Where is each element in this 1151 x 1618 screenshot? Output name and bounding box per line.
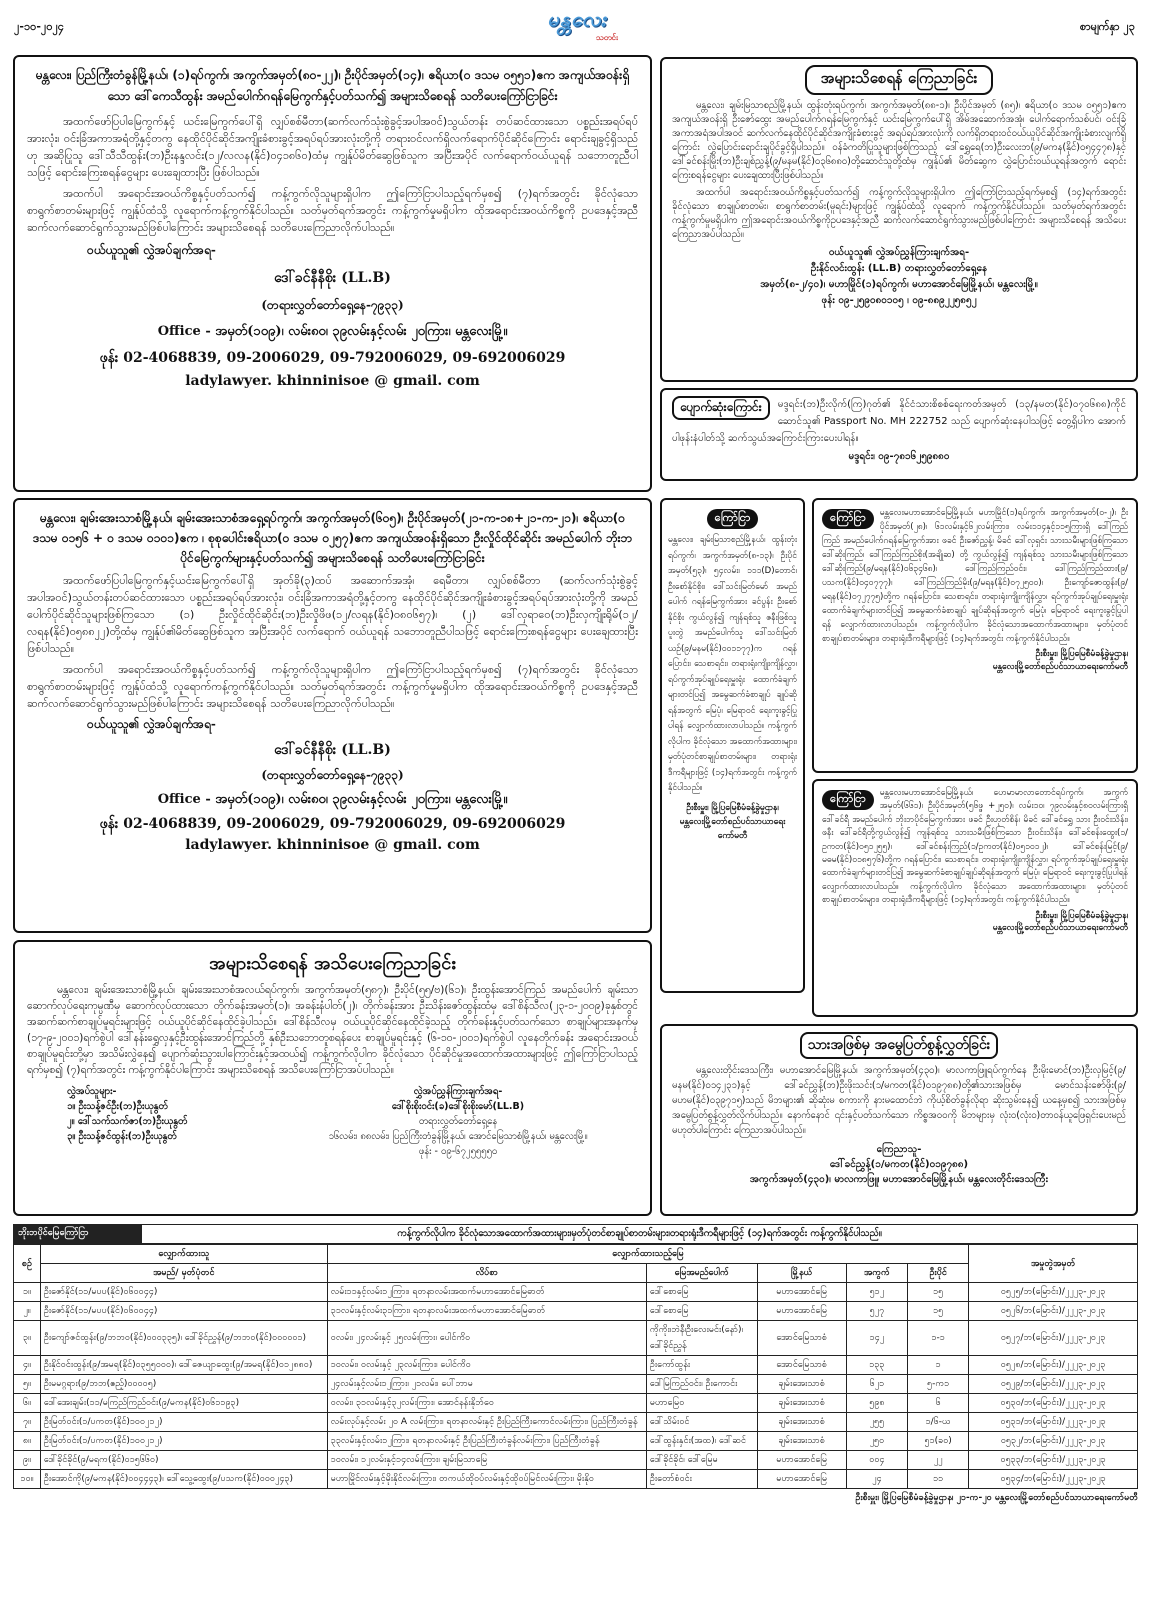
signature-label: ဝယ်ယူသူ၏ လွှဲအပ်ချက်အရ-: [87, 717, 216, 731]
cell-applicant: ဦးမမဂ္ဂရား(၉/ဘဘ(ဧည့်)၀၀၀၀၅): [40, 1375, 327, 1394]
cell-plot-number: ၂၅၅: [846, 1413, 907, 1432]
table-row: [14, 1302, 1138, 1321]
cell-upai-number: ၁၅: [908, 1302, 969, 1321]
col-header: လိပ်စာ: [327, 1264, 646, 1283]
cell-plot-number: ၁၄၂: [846, 1321, 907, 1356]
lawyer-phone: ဖုန်း 02-4068839, 09-2006029, 09-792006029, 09-692006029: [99, 816, 566, 832]
table-row: [14, 1413, 1138, 1432]
cell-address: လမ်း၁၁နှင့်လမ်း၁၂ကြား၊ ရတနာလမ်းအထက်မဟာအောင်မြေဓာတ်: [327, 1283, 646, 1302]
cell-land-owner: ဒေါ်မြကြည်ဝင်း၊ ဦးကောင်း: [646, 1375, 757, 1394]
cell-plot-number: ၅၁၂: [846, 1283, 907, 1302]
cell-upai-number: ၁၁: [908, 1470, 969, 1489]
cell-plot-number: ၅၉၈: [846, 1394, 907, 1413]
lawyer-title: တရားလွှတ်တော်ရှေ့နေ: [418, 1116, 498, 1127]
notice-lost-passport: [660, 388, 1138, 481]
cell-township: အောင်မြေသာစံ: [757, 1356, 846, 1375]
cell-land-owner: မဟာမြေဝ: [646, 1394, 757, 1413]
table-row: [14, 1283, 1138, 1302]
lost-tag: ပျောက်ဆုံးကြောင်း: [672, 396, 770, 420]
ad-footer: မန္တလေးမြို့တော်စည်ပင်သာယာရေးကော်မတီ: [992, 922, 1128, 933]
table-row: [14, 1432, 1138, 1451]
cell-applicant: ဦးနိုင်ဝင်းထွန်း(၉/အမရ(နိုင်)၀၃၅၅၀၀၀)၊ ဒေါ်ဇေယျာထွေး(၉/အမရ(နိုင်)၀၁၂၈၈၀): [40, 1356, 327, 1375]
table-banner-text: ကန့်ကွက်လိုပါက ခိုင်လုံသောအထောက်အထားများ၊မှတ်ပုံတင်စာချုပ်စာတမ်းများ၊တရားရုံးဒီကရီများဖြင့် (၁၄)ရက်အတွင်း ကန့်ကွက်နိုင်ပါသည်။: [397, 1228, 882, 1239]
logo-subtext: သတင်း: [596, 33, 618, 42]
cell-plot-number: ၁၃၃: [846, 1356, 907, 1375]
notice-title: အများသိစေရန် အသိပေးကြေညာခြင်း: [209, 953, 456, 974]
col-header: လျှောက်ထားသူ: [40, 1245, 327, 1264]
cell-upai-number: ၁-၁: [908, 1321, 969, 1356]
cell-case-number: ၀၅၂၈/ဘ(မြောင်း)/၂၂၂၃-၂၀၂၃: [969, 1356, 1138, 1375]
ad-body: မန္တလေးမဟာအောင်မြေမြို့နယ်၊ မဟာမြိုင်(၁)ရပ်ကွက်၊ အကွက်အမှတ်(၀-၂)၊ ဦးပိုင်အမှတ်(၂၈)၊ ၆၁လမ်းနှင့်၆၂လမ်းကြား၊ လမ်း၁၁၄နှင့်၁၁၅ကြားရှိ ဒေါ်ကြည်ကြည် အမည်ပေါက်ဂရန်မြေကွက်အား ဖခင် ဦးဇော်ညွှန့်၊ မိခင် ဒေါ်လှရှင်း သားသမီးများဖြစ်ကြသော ဒေါ်ဆိုးကြည်၊ ဒေါ်ကြည်ကြည်စိုး(အချိုဆ) တို့ ကွယ်လွန်၍ ကျန်ရစ်သူ သားသမီးများဖြစ်ကြသော ဒေါ်ဆိုးကြည်(၉/မရန(နိုင်)၀၆၃၄၆၈)၊ ဒေါ်ကြည်ကြည်ဝင်း၊ ဒေါ်ကြည်ကြည်ထား(၉/ပသက(နိုင်)၀၄၀၇၇၇)၊ ဒေါ်ကြည်ကြည်မိုး(၉/မရန(နိုင်)၀၇၂၅၀၀)၊ ဦးကျော်ဇောထွန်း(၉/မရန(နိုင်)၀၇၂၇၇၅)တို့က ဂရန်ပြောင်း၊ သေစာရင်း၊ တရားရုံးကျိုးကျိန်လွှာ၊ ရပ်ကွက်အုပ်ချုပ်ရေးမှူးရုံး ထောက်ခံချက်များတင်ပြ၍ အမွေဆက်ခံစာချုပ် ချုပ်ဆိုရန်အတွက် မြေပုံ၊ မြေရာဝင် ရေးကူးခွင့်ပြုပါရန် လျှောက်ထားလာပါသည်။ ကန့်ကွက်လိုပါက ခိုင်လုံသောအထောက်အထားများ၊ မှတ်ပုံတင်စာချုပ်စာတမ်းများ၊ တရားရုံးဒီကရီများဖြင့် (၁၄)ရက်အတွင်း ကန့်ကွက်နိုင်ပါသည်။: [822, 508, 1128, 644]
cell-upai-number: ၁: [908, 1356, 969, 1375]
cell-address: ၂၄လမ်းနှင့်လမ်း၁၂ကြား၊ ၂၁လမ်း၊ ပေါ်ဘာမ: [327, 1375, 646, 1394]
cell-case-number: ၀၅၃၄/ဘ(မြောင်း)/၂၂၂၃-၂၀၂၃: [969, 1470, 1138, 1489]
col-header: မြေအမည်ပေါက်: [646, 1264, 757, 1283]
cell-township: မဟာအောင်မြေ: [757, 1302, 846, 1321]
cell-case-number: ၀၅၂၅/ဘ(မြောင်း)/၂၂၂၃-၂၀၂၃: [969, 1283, 1138, 1302]
lawyer-email: ladylawyer. khinninisoe @ gmail. com: [185, 837, 480, 853]
ad-body: မန္တလေးမဟာအောင်မြေမြို့နယ်၊ ဟေမာမာလာတောင်ရပ်ကွက်၊ အကွက်အမှတ်(၆၆၁)၊ ဦးပိုင်အမှတ်(၅၆ဖ္ဖ +၂၅ဝ)၊ လမ်း၁၀၊ ၇၉လမ်းနှင့်၈၀လမ်းကြားရှိ ဒေါ်ခင်ရီ အမည်ပေါက် ဘိုးဘပိုင်မြေကွက်အား ဖခင် ဦးဟုတ်စိန်၊ မိခင် ဒေါ်ခင်ရွှေ သား ဦးဝင်းသိန်း၊ ဖနီး ဒေါ်ခင်ရီတို့ကွယ်လွန်၍ ကျန်ရစ်သူ သားသမီးဖြစ်ကြသော ဦးဝင်းသိန်း၊ ဒေါ်ခင်စန်းထွေး(၁/ဥကတ(နိုင်)၀၅၁၂၅၅)၊ ဒေါ်ခင်စန်းကြည်(၁/ဥကတ(နိုင်)၀၅၁၀၁၂)၊ ဒေါ်ခင်စန်းမြင့်(၉/မဓမ(နိုင်)၀၁၈၅၇၆)တို့က ဂရန်ပြောင်း၊ သေစာရင်း၊ တရားရုံးကျိုးကျိန်လွှာ၊ ရပ်ကွက်အုပ်ချုပ်ရေးမှူးရုံး ထောက်ခံချက်များတင်ပြ၍ အမွေဆက်ခံစာချုပ်ချုပ်ဆိုရန်အတွက် မြေပုံ၊ မြေရာဝင် ရေးကူးခွင့်ပြုပါရန် လျှောက်ထားလာပါသည်။ ကန့်ကွက်လိုပါက ခိုင်လုံသော အထောက်အထားများ၊ မှတ်ပုံတင်စာချုပ်စာတမ်းများ၊ တရားရုံးဒီကရီများဖြင့် (၁၄)ရက်အတွင်း ကန့်ကွက်နိုင်ပါသည်။: [822, 788, 1128, 906]
cell-plot-number: ၂၄: [846, 1470, 907, 1489]
notice-body: အထက်ပါ အရောင်းအဝယ်ကိစ္စနှင့်ပတ်သက်၍ ကန့်ကွက်လိုသူများရှိပါက ဤကြော်ငြာပါသည့်ရက်မှစ၍ (၇)ရက်အတွင်း ခိုင်လုံသော စာရွက်စာတမ်းများဖြင့် ကျွန်ုပ်ထံသို့ လူရောက်ကန့်ကွက်နိုင်ပါသည်။ သတ်မှတ်ရက်အတွင်း ကန့်ကွက်မှုမရှိပါက ထိုအရောင်းအဝယ်ကိစ္စကို ဥပဒေနှင့်အညီ ဆက်လက်ဆောင်ရွက်သွားမည်ဖြစ်ပါကြောင်း အများသိစေရန် သတိပေးကြေညာလိုက်ပါသည်။: [27, 663, 638, 710]
notice-title: အများသိစေရန် ကြေညာခြင်း: [805, 65, 994, 95]
cell-land-owner: ဒေါ်ထွန်းနှင်း(အထ)၊ ဒေါ်ဆင်: [646, 1432, 757, 1451]
ad-tag: ကြော်ငြာ: [822, 509, 874, 529]
notice-land-sale-1: [13, 55, 652, 492]
cell-plot-number: ၅၂၇: [846, 1302, 907, 1321]
cell-row-number: ၆။: [14, 1394, 41, 1413]
issue-date: ၂-၁၀-၂၀၂၄: [14, 20, 65, 33]
lawyer-office: Office - အမှတ်(၁၀၉)၊ လမ်း၈၀၊ ၃၉လမ်းနှင့်လမ်း ၂၀ကြား၊ မန္တလေးမြို့။: [157, 792, 508, 807]
notice-body: အထက်ဖော်ပြပါမြေကွက်နှင့် ယင်းမြေကွက်ပေါ်ရှိ လျှပ်စစ်မီတာ(ဆက်လက်သုံးစွဲခွင့်အပါအဝင်)သွယ်တန်း တပ်ဆင်ထားသော ပစ္စည်းအရပ်ရပ်အားလုံး၊ ဝင်းခြံအကာအရံတို့နှင့်တကွ နေထိုင်ပိုင်ဆိုင်အကျိုးခံစားခွင့်အရပ်ရပ်အားလုံးတို့ကို တရားဝင်လက်ရှိလက်ရောက်ပိုင်ဆိုင်ကြောင်း ရောင်းချခွင့်ရှိသည်ဟု အဆိုပြုသူ ဒေါ်သီသီထွန်း(ဘ)ဦးနန္ဒလင်း(၁၂/လလန(နိုင်)၀၄၁၈၆၀)ထံမှ ကျွန်ုပ်မိတ်ဆွေဖြစ်သူက အပြီးအပိုင် လက်ရောက်ဝယ်ယူရန် သဘောတူညီပါသဖြင့် ရောင်းကြေးစရန်ငွေများ ပေးချေထားပြီး ဖြစ်ပါသည်။: [27, 115, 638, 179]
signatory: ၂။ ဒေါ်သက်သက်ဇာ(ဘ)ဦးယုနွတ်: [67, 1116, 188, 1127]
cell-applicant: ဦးဇော်နိုင်(၁၁/မပပ(နိုင်)၀၆၀၀၄၄): [40, 1302, 327, 1321]
cell-address: ၁၀လမ်း၊ ၁၂လမ်းနှင့်၁၄လမ်းကြား၊ ချမ်းမြသာမြေ: [327, 1451, 646, 1470]
notice-body: အထက်ပါ အရောင်းအဝယ်ကိစ္စနှင့်ပတ်သက်၍ ကန့်ကွက်လိုသူများရှိပါက ဤကြော်ငြာသည့်ရက်မှစ၍ (၁၄)ရက်အတွင်း ခိုင်လုံသော စာချုပ်စာတမ်း၊ စာရွက်စာတမ်း(မူရင်း)များဖြင့် ကျွန်ုပ်ထံသို့ လူရောက် ကန့်ကွက်နိုင်ပါသည်။ သတ်မှတ်ရက်အတွင်း ကန့်ကွက်မှုမရှိပါက ဤအရောင်းအဝယ်ကိစ္စကိုဥပဒေနှင့်အညီ ဆက်လက်ဆောင်ရွက်သွားမည်ဖြစ်ပါကြောင်း အများသိစေရန် အသိပေးကြေညာအပ်ပါသည်။: [672, 187, 1126, 240]
ad-body: မန္တလေး၊ ချမ်းမြသာစည်မြို့နယ်၊ ထွန်းတုံးရပ်ကွက်၊ အကွက်အမှတ်(၈-၁၃)၊ ဦးပိုင်အမှတ်(၅၃)၊ ၅၄လမ်း၊ ၁၁၁(D)တောင်၊ ဦးစော်နိုင်စိုး၊ ဒေါ်သင်းမြတ်မော် အမည်ပေါက် ဂရန်မြေကွက်အား ခင်ပွန်း ဦးစော်နိုင်စိုး ကွယ်လွန်၍ ကျန်ရစ်သူ ဇနီးဖြစ်သူ ပူးတွဲ အမည်ပေါက်သူ ဒေါ်သင်းမြတ်ယဉ်(၉/မနမ(နိုင်)၀၀၁၁၇၇)က ဂရန်ပြောင်း၊ သေစာရင်း၊ တရားရုံးကျိုးကျိန်လွှာ၊ ရပ်ကွက်အုပ်ချုပ်ရေးမှူးရုံး ထောက်ခံချက်များတင်ပြ၍ အမွေဆက်ခံစာချုပ် ချုပ်ဆိုရန်အတွက် မြေပုံ၊ မြေရာဝင် ရေးကူးခွင့်ပြုပါရန် လျှောက်ထားလာပါသည်။ ကန့်ကွက်လိုပါက ခိုင်လုံသော အထောက်အထားများ၊ မှတ်ပုံတင်စာချုပ်စာတမ်းများ၊ တရားရုံး ဒီကရီများဖြင့် (၁၄)ရက်အတွင်း ကန့်ကွက်နိုင်ပါသည်။: [668, 535, 797, 793]
cell-land-owner: ဒေါ်သိမ်းဝင်: [646, 1413, 757, 1432]
lawyer-phone: ဖုန်း 02-4068839, 09-2006029, 09-792006029, 09-692006029: [99, 350, 566, 366]
ad-footer: မန္တလေးမြို့တော်စည်ပင်သာယာရေးကော်မတီ: [992, 662, 1128, 672]
cell-upai-number: ၁/၆-ယ: [908, 1413, 969, 1432]
cell-address: ဝလမ်း၊ ၃၁လမ်းနှင့်၃၂လမ်းကြား၊ အောင်နန်းနိုဘ်ဝေ: [327, 1394, 646, 1413]
cell-address: ၃၃လမ်းနှင့်လမ်း၁၂ကြား၊ ရတနာလမ်းနှင့် ဦးပြည်ကြီးတံခွန်လမ်းကြား၊ ပြည်ကြီးတံခွန်: [327, 1432, 646, 1451]
cell-row-number: ၁၀။: [14, 1470, 41, 1489]
ancestral-land-table-section: [13, 1224, 1138, 1610]
page-number: စာမျက်နှာ ၂၃: [1079, 20, 1135, 33]
notice-body: မန္တလေးတိုင်းဒေသကြီး၊ မဟာအောင်မြေမြို့နယ်၊ အကွက်အမှတ်(၄၃၀)၊ မာလကာဖြူရပ်ကွက်နေ ဦးမိုးမောင်(ဘ)ဦးလှမြင့်(၉/မနမ(နိုင်)၀၁၄၂၃၁)နှင့် ဒေါ်ခင်ညွှန့်(ဘ)ဦးဖိုးသင်း(၁/မကတ(နိုင်)၀၁၉၇၈၈)တို့၏သားအဖြစ်မှ မောင်သန်းဇော်ဖိုး(၉/မဟမ(နိုင်)၀၃၉၇၁၅)သည် မိဘများ၏ ဆိုဆုံးမ စကားကို နားမထောင်ဘဲ ကိုယ့်စိတ်ခွန်လိုရာ ဆိုးသွမ်းနေ၍ ယနေ့မှစ၍ သားအဖြစ်မှ အမွေပြတ်စွန့်လွှတ်လိုက်ပါသည်။ နောက်နောင် ၎င်းနှင့်ပတ်သက်သော ကိစ္စအဝဝကို မိဘများမှ လုံးဝ(လုံး၀)တာဝန်ယူဖြေရှင်းပေးမည်မဟုတ်ပါကြောင်း ကြေညာအပ်ပါသည်။: [672, 1065, 1126, 1136]
cell-upai-number: ၅၁(ခ၀): [908, 1432, 969, 1451]
cell-address: ၁၀လမ်း၊ ဝလမ်းနှင့် ၂၃လမ်းကြား၊ ပေါင်ကိဝ: [327, 1356, 646, 1375]
cell-address: လမ်းလုပ်နှင့်လမ်း ၂၀ A လမ်းကြား၊ ရတနာလမ်းနှင့် ဦးပြည်ကြီးကောင်လမ်းကြား၊ ပြည်ကြီးတံခွန်: [327, 1413, 646, 1432]
col-header: ဦးပိုင်: [908, 1264, 969, 1283]
cell-land-owner: ဦးတော်စံဝင်း: [646, 1470, 757, 1489]
lawyer-name: ဦးနိုင်လင်းထွန်း (LL.B) တရားလွှတ်တော်ရှေ့နေ: [810, 263, 988, 274]
cell-plot-number: ၀၀၄: [846, 1451, 907, 1470]
lawyer-name: ဒေါ်ခင်နီနီစိုး (LL.B): [274, 270, 391, 286]
lawyer-phone: ဖုန်း - ၀၉-၆၇၂၅၅၅၅၀: [418, 1146, 498, 1157]
notice-body: အထက်ပါ အရောင်းအဝယ်ကိစ္စနှင့်ပတ်သက်၍ ကန့်ကွက်လိုသူများရှိပါက ဤကြော်ငြာပါသည့်ရက်မှစ၍ (၇)ရက်အတွင်း ခိုင်လုံသော စာရွက်စာတမ်းများဖြင့် ကျွန်ုပ်ထံသို့ လူရောက်ကန့်ကွက်နိုင်ပါသည်။ သတ်မှတ်ရက်အတွင်း ကန့်ကွက်မှုမရှိပါက ထိုအရောင်းအဝယ်ကိစ္စကို ဥပဒေနှင့်အညီ ဆက်လက်ဆောင်ရွက်သွားမည်ဖြစ်ပါကြောင်း အများသိစေရန် သတိပေးကြေညာလိုက်ပါသည်။: [27, 187, 638, 234]
notice-disinheritance: [660, 1024, 1138, 1216]
cell-township: မဟာအောင်မြေ: [757, 1451, 846, 1470]
cell-applicant: ဦးမြတ်ဝင်း(၁/ပကတ(နိုင်)၁၀၀၂၁၂): [40, 1413, 327, 1432]
cell-plot-number: ၂၅၀: [846, 1432, 907, 1451]
cell-township: အောင်မြေသာစံ: [757, 1321, 846, 1356]
lawyer-address: ၁၆လမ်း၊ ၈၈လမ်း၊ ပြည်ကြီးတံခွန်မြို့နယ်၊ အောင်မြေသာစံမြို့နယ်၊ မန္တလေးမြို့။: [328, 1131, 588, 1142]
notice-public-info: [660, 57, 1138, 382]
cell-land-owner: ဒေါ်စောမြေ: [646, 1302, 757, 1321]
cell-address: ၃၁လမ်းနှင့်လမ်း၃၁ကြား၊ ရတနာလမ်းအထက်မဟာအောင်မြေဓာတ်: [327, 1302, 646, 1321]
table-row: [14, 1375, 1138, 1394]
table-row: [14, 1394, 1138, 1413]
col-header: စဉ်: [14, 1245, 41, 1283]
cell-case-number: ၀၅၂၉/ဘ(မြောင်း)/၂၂၂၃-၂၀၂၃: [969, 1375, 1138, 1394]
cell-township: ချမ်းအေးသာစံ: [757, 1394, 846, 1413]
lawyer-office: Office - အမှတ်(၁၀၉)၊ လမ်း၈၀၊ ၃၉လမ်းနှင့်လမ်း ၂၀ကြား၊ မန္တလေးမြို့။: [157, 324, 508, 339]
notice-land-sale-2: [13, 498, 652, 933]
cell-case-number: ၀၅၂၇/ဘ(မြောင်း)/၂၂၂၃-၂၀၂၃: [969, 1321, 1138, 1356]
col-header: အကွက်: [846, 1264, 907, 1283]
cell-address: မဟာမြိုင်လမ်းနှင့်မိုးနိုင်လမ်းကြား၊ တကယ်ထိုဝပ်လမ်းနှင့်ထိုဝပ်မြင်လမ်းကြား၊ မိုးနိုဝ: [327, 1470, 646, 1489]
signatory: ၁။ ဦးသန့်ဇင်ဦး(ဘ)ဦးယုနွတ်: [67, 1101, 168, 1112]
logo-text: မန္တလေး: [547, 7, 607, 31]
ad-tag: ကြော်ငြာ: [822, 790, 874, 810]
lawyer-title: (တရားလွှတ်တော်ရှေ့နေ-၇၉၃၃): [261, 768, 404, 782]
cell-land-owner: ဦးကော်ထွန်း: [646, 1356, 757, 1375]
signature-label: ဝယ်ယူသူ၏ လွှဲအပ်ညွှန်ကြားချက်အရ-: [828, 247, 970, 258]
cell-row-number: ၉။: [14, 1451, 41, 1470]
signature-label: ဝယ်ယူသူ၏ လွှဲအပ်ချက်အရ-: [87, 243, 216, 257]
cell-land-owner: ကိုကိုး၊ဘဲနီ၊ဦးလေးမင်း(နော်)၊ ဒေါ်ခိုင်ညွှန်: [646, 1321, 757, 1356]
newspaper-logo: [512, 6, 642, 46]
ad-footer: ဦးစီးမှူး၊ မြို့ပြမြေစီမံခန့်ခွဲမှုဌာန၊: [1035, 910, 1128, 921]
cell-applicant: ဒေါ်ခိုင်ခိုင်(၉/မရက(နိုင်)၀၁၅၆၆၀): [40, 1451, 327, 1470]
cell-applicant: ဦးမြတ်ဝင်း(၁/ပကတ(နိုင်)၁၀၀၂၁၂): [40, 1432, 327, 1451]
notice-title: မန္တလေး၊ ချမ်းအေးသာစံမြို့နယ်၊ ချမ်းအေးသာစံအရှေ့ရပ်ကွက်၊ အကွက်အမှတ်(၆၀၅)၊ ဦးပိုင်အမှတ်(၂၁-က-၁၈+၂၁-က-၂၁)၊ ဧရိယာ(၀ ဒသမ ၀၁၅၆ + ၀ ဒသမ ၀၁၀၁)ဧက ၊ စုစုပေါင်းဧရိယာ(၀ ဒသမ ၀၂၅၇)ဧက အကျယ်အဝန်းရှိသော ဦးလှိုင်ထိုင်ဆိုင်း အမည်ပေါက် ဘိုးဘပိုင်မြေကွက်များနှင့်ပတ်သက်၍ အများသိစေရန် သတိပေးကြော်ငြာခြင်း: [32, 511, 633, 565]
ad-footer: ဦးစီးမှူး၊ မြို့ပြမြေစီမံခန့်ခွဲမှုဌာန၊: [686, 802, 779, 813]
cell-row-number: ၈။: [14, 1432, 41, 1451]
table-row: [14, 1356, 1138, 1375]
col-header: အမှုတွဲအမှတ်: [969, 1245, 1138, 1283]
signatory-address: အကွက်အမှတ်(၄၃၀)၊ မာလကာဖြူ၊ မဟာအောင်မြေမြို့နယ်၊ မန္တလေးတိုင်းဒေသကြီး: [749, 1174, 1049, 1185]
col-header: အမည်/ မှတ်ပုံတင်: [40, 1264, 327, 1283]
cell-plot-number: ၆၂၁: [846, 1375, 907, 1394]
ad-footer: ဦးစီးမှူး၊ မြို့ပြမြေစီမံခန့်ခွဲမှုဌာန၊: [1035, 649, 1128, 659]
cell-applicant: ဒေါ်အေးချမ်း(၁၁/မကြည်ကြည်ဝင်း(၉/မကန(နိုင်)၀၆၁၁၉၃): [40, 1394, 327, 1413]
notice-public-announcement: [13, 940, 652, 1216]
cell-township: မဟာအောင်မြေ: [757, 1470, 846, 1489]
table-row: [14, 1470, 1138, 1489]
cell-case-number: ၀၅၃၃/ဘ(မြောင်း)/၂၂၂၃-၂၀၂၃: [969, 1451, 1138, 1470]
cell-upai-number: ၂၂: [908, 1451, 969, 1470]
ad-inheritance-2: [812, 498, 1138, 773]
signature-label: လွှဲအပ်သူများ-: [67, 1086, 117, 1097]
signatory: ဒေါ်ခင်ညွှန့်(၁/မကတ(နိုင်)၀၁၉၇၈၈): [829, 1159, 969, 1170]
cell-row-number: ၂။: [14, 1302, 41, 1321]
cell-land-owner: ဒေါ်စောမြေ: [646, 1283, 757, 1302]
ad-inheritance-1: [660, 498, 805, 993]
table-row: [14, 1451, 1138, 1470]
ad-footer: မန္တလေးမြို့တော်စည်ပင်သာယာရေးကော်မတီ: [679, 816, 786, 841]
cell-case-number: ၀၅၃၁/ဘ(မြောင်း)/၂၂၂၃-၂၀၂၃: [969, 1413, 1138, 1432]
table-footer: ဦးစီးမှူး၊ မြို့ပြမြေစီမံခန့်ခွဲမှုဌာန၊ ၂၁-က-၂၀ မန္တလေးမြို့တော်စည်ပင်သာယာရေးကော်မတီ: [855, 1493, 1138, 1503]
cell-upai-number: ၆: [908, 1394, 969, 1413]
signature-label: လွှဲအပ်ညွှန်ကြားချက်အရ-: [413, 1086, 503, 1097]
cell-row-number: ၄။: [14, 1356, 41, 1375]
ancestral-land-table: [13, 1244, 1138, 1489]
lawyer-name: ဒေါ်ခင်နီနီစိုး (LL.B): [274, 742, 391, 758]
notice-title: မန္တလေး၊ ပြည်ကြီးတံခွန်မြို့နယ်၊ (၁)ရပ်ကွက်၊ အကွက်အမှတ်(၈၀-၂၂)၊ ဦးပိုင်အမှတ်(၁၄)၊ ဧရိယာ(၀ ဒသမ ၀၅၅၁)ဧက အကျယ်အဝန်းရှိသော ဒေါ်ကေသီထွန်း အမည်ပေါက်ဂရန်မြေကွက်နှင့်ပတ်သက်၍ အများသိစေရန် သတိပေးကြော်ငြာခြင်း: [35, 68, 630, 103]
cell-land-owner: ဒေါ်ခိုင်ခိုင်၊ ဒေါ်မြေမ: [646, 1451, 757, 1470]
lawyer-title: (တရားလွှတ်တော်ရှေ့နေ-၇၉၃၃): [261, 298, 404, 312]
col-header: လျှောက်ထားသည့်မြေ: [327, 1245, 969, 1264]
cell-township: ချမ်းအေးသာစံ: [757, 1432, 846, 1451]
lawyer-name: ဒေါ်စိုးစိုးဝင်း(ခ)ဒေါ်စိုးစိုးမော်(LL.B): [391, 1101, 525, 1112]
ad-inheritance-3: [812, 779, 1138, 1017]
cell-applicant: ဦးအောင်ကို(၉/မကန(နိုင်)၀၀၄၄၄၃)၊ ဒေါ်သွေ့ထွေး(၉/ပသက(နိုင်)၀၀၀၂၄၃): [40, 1470, 327, 1489]
notice-body: မန္တလေး၊ ချမ်းအေးသာစံမြို့နယ်၊ ချမ်းအေးသာစံအလယ်ရပ်ကွက်၊ အကွက်အမှတ်(၅၈၇)၊ ဦးပိုင်(၅၅/ဗ)(၆၁)၊ ဦးထွန်းအောင်ကြည် အမည်ပေါက် ချမ်းသာဆောက်လုပ်ရေးကုမ္ပဏီမှ ဆောက်လုပ်ထားသော တိုက်ခန်းအမှတ်(၁)၊ အခန်းနံပါတ်(၂)၊ တိုက်ခန်းအား ဦးသိန်းဇော်ထွန်းထံမှ ဒေါ်စိန်သီလ(၂၃-၁-၂၀၀၉)ခုနှစ်တွင် အဆက်ဆက်စာချုပ်မူရင်းများဖြင့် ဝယ်ယူပိုင်ဆိုင်နေထိုင်ခဲ့ပါသည်။ ဒေါ်စိန်သီလမှ ဝယ်ယူပိုင်ဆိုင်နေထိုင်ခဲ့သည့် တိုက်ခန်းနှင့်ပတ်သက်သော စာချုပ်များအနက်မှ (၁၇-၉-၂၀၀၁)ရက်စွဲပါ ဒေါ်နန်းရွှေလှနှင့်ဦးထွန်းအောင်ကြည်တို့ နှစ်ဦးသဘောတူစရန်ပေး စာချုပ်မူရင်းနှင့် (၆-၁၀-၂၀၀၁)ရက်စွဲပါ လူနေတိုက်ခန်း အရောင်းအဝယ်စာချုပ်မူရင်းတို့မှာ အသိမ်းလွှဲနေ၍ ပျောက်ဆုံးသွားပါကြောင်းနှင့်အထယ်၍ ကန့်ကွက်လိုပါက ခိုင်လုံသော ပိုင်ဆိုင်မှုအထောက်အထားများဖြင့် ဤကြော်ငြာပါသည့်ရက်မှစ၍ (၇)ရက်အတွင်း ကန့်ကွက်နိုင်ပါကြောင်း အများသိစေရန် အသိပေးကြော်ငြာအပ်ပါသည်။: [27, 984, 638, 1076]
cell-township: ချမ်းအေးသာစံ: [757, 1375, 846, 1394]
cell-upai-number: ၅-က၁: [908, 1375, 969, 1394]
signature-label: ကြေညာသူ-: [876, 1144, 922, 1155]
cell-applicant: ဦးကျော်ဇင်ထွန်း(၉/ဘဘဝ(နိုင်)၀၀၀၃၃၅)၊ ဒေါ်ခိုင်ညွှန်(၉/ဘဘဝ(နိုင်)၀၀၀၀၀၁): [40, 1321, 327, 1356]
cell-row-number: ၇။: [14, 1413, 41, 1432]
table-banner-label: ဘိုးဘပိုင်မြေကြော်ငြာ: [14, 1225, 142, 1243]
notice-body: မန္တလေး၊ ချမ်းမြသာစည်မြို့နယ်၊ ထွန်းတုံးရပ်ကွက်၊ အကွက်အမှတ်(၈၈-၁)၊ ဦးပိုင်အမှတ် (၈၅)၊ ဧရိယာ(၀ ဒသမ ၀၅၅၁)ဧက အကျယ်အဝန်းရှိ ဦးဇော်ထွေး အမည်ပေါက်ဂရန်မြေကွက်နှင့် ယင်းမြေကွက်ပေါ်ရှိ အိမ်အဆောက်အအုံ၊ ပေါက်ရောက်သစ်ပင်၊ ဝင်းခြံအကာအရံအပါအဝင် ဆက်လက်နေထိုင်ပိုင်ဆိုင်အကျိုးခံစားခွင့် အရပ်ရပ်အားလုံးကို လက်ရှိတရားဝင်ဝယ်ယူပိုင်ဆိုင်အကျိုးခံစားလျက်ရှိကြောင်း လွှဲပြောင်းရောင်းချပိုင်ခွင့်ရှိပါသည်။ ဝန်ခံကတိပြုသူများဖြစ်ကြသည့် ဒေါ်ရွှေရေ(ဘ)ဦးလေးဘ(၉/မကန(နိုင်)၀၅၄၄၇၈)နှင့် ဒေါ်ခင်စန်းမြိုး(ဘ)ဦးချစ်ညွှန့်(၉/မနမ(နိုင်)၀၃၆၈၈၀)တို့ဆောင်သူတို့ထံမှ ကျွန်ုပ်၏ မိတ်ဆွေက လွှဲပြောင်းဝယ်ယူရန်အတွက် ရောင်းကြေးစရန်ငွေများ ပေးချေထားပြီးဖြစ်ပါသည်။: [672, 100, 1126, 181]
cell-case-number: ၀၅၂၆/ဘ(မြောင်း)/၂၂၂၃-၂၀၂၃: [969, 1302, 1138, 1321]
notice-title: သားအဖြစ်မှ အမွေပြတ်စွန့်လွှတ်ခြင်း: [800, 1032, 999, 1059]
lawyer-phone: ဖုန်း ၀၉-၂၅၉၀၈၀၁၀၅ ၊ ၀၉-၈၈၉၂၂၅၈၅၂: [821, 295, 977, 306]
cell-address: ဝလမ်း၊ ၂၄လမ်းနှင့် ၂၅လမ်းကြား၊ ပေါင်ကိဝ: [327, 1321, 646, 1356]
cell-row-number: ၅။: [14, 1375, 41, 1394]
cell-case-number: ၀၅၃၀/ဘ(မြောင်း)/၂၂၂၃-၂၀၂၃: [969, 1394, 1138, 1413]
lost-phone: မဒ္ဒရင်း၊ ၀၉-၇၈၁၆၂၅၉၈၈၀: [848, 451, 950, 462]
cell-applicant: ဦးဇော်နိုင်(၁၁/မပပ(နိုင်)၀၆၀၀၄၄): [40, 1283, 327, 1302]
cell-upai-number: ၁၅: [908, 1283, 969, 1302]
cell-township: ချမ်းအေးသာစံ: [757, 1413, 846, 1432]
signatory: ၃။ ဦးသန့်ဇင်ထွန်း(ဘ)ဦးယုနွတ်: [67, 1131, 177, 1142]
cell-case-number: ၀၅၃၂/ဘ(မြောင်း)/၂၂၂၃-၂၀၂၃: [969, 1432, 1138, 1451]
notice-body: အထက်ဖော်ပြပါမြေကွက်နှင့်ယင်းမြေကွက်ပေါ်ရှိ အုတ်ခို(၃)ထပ် အဆောက်အအုံ၊ ရေမီတာ၊ လျှပ်စစ်မီတာ (ဆက်လက်သုံးစွဲခွင့်အပါအဝင်)သွယ်တန်းတပ်ဆင်ထားသော ပစ္စည်းအရပ်ရပ်အားလုံး၊ ဝင်းခြံအကာအရံတို့နှင့်တကွ နေထိုင်ပိုင်ဆိုင်အကျိုးခံစားခွင့်အရပ်ရပ်အားလုံးတို့ကို အမည်ပေါက်ပိုင်ဆိုင်သူများဖြစ်ကြသော (၁) ဦးလှိုင်ထိုင်ဆိုင်း(ဘ)ဦးလှိုဖိဖ(၁၂/လရန(နိုင်)၀၈၀၆၅၇)၊ (၂) ဒေါ်လှရာဝေ(ဘ)ဦးလှကျိုးရိုမ်(၁၂/လရန(နိုင်)၀၅၈၈၂၂)တို့ထံမှ ကျွန်ုပ်၏မိတ်ဆွေဖြစ်သူက အပြီးအပိုင် လက်ရောက် ဝယ်ယူရန် သဘောတူညီပါသဖြင့် ရောင်းကြေးစရန်ငွေများ ပေးချေထားပြီးဖြစ်ပါသည်။: [27, 574, 638, 655]
col-header: မြို့နယ်: [757, 1264, 846, 1283]
cell-row-number: ၃။: [14, 1321, 41, 1356]
table-row: [14, 1321, 1138, 1356]
cell-row-number: ၁။: [14, 1283, 41, 1302]
lawyer-address: အမှတ်(၈-၂/၄၀)၊ မဟာမြိုင်(၁)ရပ်ကွက်၊ မဟာအောင်မြေမြို့နယ်၊ မန္တလေးမြို့။: [760, 279, 1038, 290]
ad-tag: ကြော်ငြာ: [707, 509, 759, 529]
cell-township: မဟာအောင်မြေ: [757, 1283, 846, 1302]
lawyer-email: ladylawyer. khinninisoe @ gmail. com: [185, 373, 480, 389]
lost-body: မဒ္ဒရင်း(ဘ)ဦးလိုက်(ကြ)ဂုတ်၏ နိုင်ငံသားစိစစ်ရေးကတ်အမှတ် (၁၃/နမတ(နိုင်)၀၇၀၆၈၈)ကိုင်ဆောင်သူ၏ Passport No. MH 222752 သည် ပျောက်ဆုံးနေပါသဖြင့် တွေ့ရှိပါက အောက်ပါဖုန်းနံပါတ်သို့ ဆက်သွယ်အကြောင်းကြားပေးပါရန်။: [672, 399, 1126, 444]
